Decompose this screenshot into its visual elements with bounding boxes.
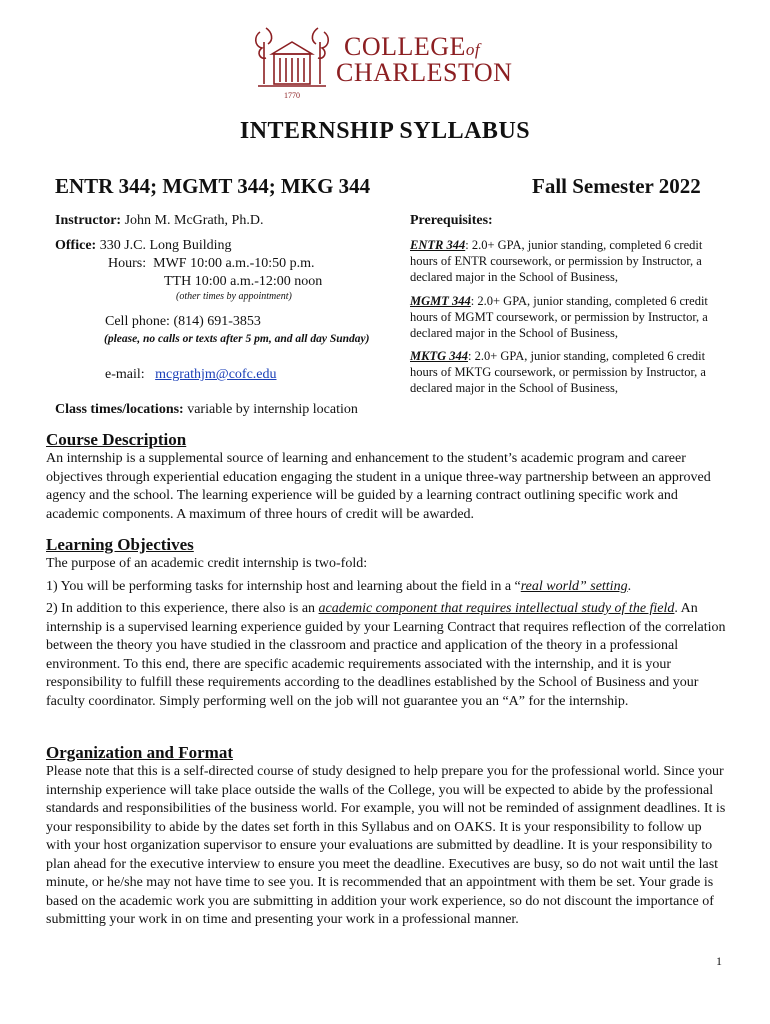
objective-1-end: . bbox=[627, 578, 632, 594]
cell-label: Cell phone: bbox=[105, 314, 170, 329]
prereq-mgmt-code: MGMT 344 bbox=[410, 294, 471, 308]
organization-body: Please note that this is a self-directed course of study designed to help prepare you for the professional world. Since your internship experience will take place outside the walls of the College, you will be expected to abide by the professional standards and responsibilities of the business world. For example, you will not be reminded of assignment deadlines. It is your responsibility to abide by the dates set forth in this Syllabus and on OAKS. It is your responsibility to follow up with your host organization supervisor to ensure your evaluations are submitted by deadline. It is your responsibility to plan ahead for the executive interview to ensure you meet the deadline. Executives are busy, so do not wait until the last minute, or he/she may not have time to see you. It is recommended that an appointment with them be set. Your grade is based on the academic work you are submitting in addition your work experience, so do not discount the importance of submitting your work in on time and presenting your work in a professional manner. bbox=[46, 764, 726, 927]
prereq-mktg-text: : 2.0+ GPA, junior standing, completed 6 credit hours of MKTG coursework, or permission by Instructor, a declared major in the School of Business, bbox=[410, 349, 706, 395]
objective-1-emphasis: real world” setting bbox=[520, 578, 628, 594]
objective-2-text: 2) In addition to this experience, there also is an bbox=[46, 601, 319, 616]
course-description-body: An internship is a supplemental source of learning and enhancement to the student’s academic program and career objectives through experiential education engaging the student in a unique three-way partnership between an approved agency and the school. The learning experience will be guided by a learning contract outlining specific work and academic components. A maximum of three hours of credit will be awarded. bbox=[46, 451, 711, 522]
prereq-entr-text: : 2.0+ GPA, junior standing, completed 6 credit hours of ENTR coursework, or permission by Instructor, a declared major in the School of Business, bbox=[410, 238, 703, 284]
email-label: e-mail: bbox=[105, 367, 145, 382]
page-number: 1 bbox=[716, 954, 722, 968]
logo-college-word: COLLEGE bbox=[344, 32, 466, 61]
learning-objective-2 bbox=[46, 600, 726, 711]
learning-objectives-section bbox=[46, 535, 726, 711]
learning-objectives-heading: Learning Objectives bbox=[46, 535, 194, 554]
semester: Fall Semester 2022 bbox=[532, 174, 701, 198]
office-location: 330 J.C. Long Building bbox=[99, 238, 232, 253]
email-line bbox=[105, 366, 277, 383]
organization-heading: Organization and Format bbox=[46, 743, 233, 762]
page-title: INTERNSHIP SYLLABUS bbox=[239, 118, 531, 144]
cell-note: (please, no calls or texts after 5 pm, and all day Sunday) bbox=[104, 333, 370, 345]
course-description-heading: Course Description bbox=[46, 430, 187, 449]
prereq-mgmt-text: : 2.0+ GPA, junior standing, completed 6 credit hours of MGMT coursework, or permission by Instructor, a declared major in the School of Business, bbox=[410, 294, 708, 340]
logo-of-word: of bbox=[465, 40, 481, 59]
course-codes: ENTR 344; MGMT 344; MKG 344 bbox=[55, 174, 371, 198]
objective-2-emphasis: academic component that requires intellectual study of the field bbox=[318, 601, 675, 616]
hours-line-1 bbox=[108, 255, 315, 272]
office-label: Office: bbox=[55, 238, 97, 253]
learning-objective-1 bbox=[46, 578, 726, 597]
prereq-entr-code: ENTR 344 bbox=[410, 238, 466, 252]
class-times-line bbox=[55, 401, 358, 418]
objective-2-body: . An internship is a supervised learning experience guided by your Learning Contract that requires reflection of the correlation between the theory you have studied in the classroom and practice and application of the theory in a professional environment. To this end, there are specific academic requirements associated with the internship, and it is your responsibility to fulfill these requirements according to the deadlines established by the School of Business and your faculty coordinator. Simply performing well on the job will not guarantee you an “A” for the internship. bbox=[46, 601, 726, 709]
hours-mwf: MWF 10:00 a.m.-10:50 p.m. bbox=[153, 256, 315, 271]
instructor-label: Instructor: bbox=[55, 213, 122, 228]
office-line bbox=[55, 237, 232, 254]
learning-objectives-intro: The purpose of an academic credit internship is two-fold: bbox=[46, 556, 368, 571]
class-times-value: variable by internship location bbox=[187, 402, 358, 417]
prereq-mktg bbox=[410, 348, 730, 396]
seal-year: 1770 bbox=[284, 91, 300, 100]
course-description-section bbox=[46, 430, 726, 524]
prerequisites-label: Prerequisites: bbox=[410, 213, 493, 228]
hours-label: Hours: bbox=[108, 256, 147, 271]
email-link[interactable]: mcgrathjm@cofc.edu bbox=[155, 367, 277, 382]
instructor-name: John M. McGrath, Ph.D. bbox=[124, 213, 264, 228]
prereq-mktg-code: MKTG 344 bbox=[410, 349, 468, 363]
cell-phone-line bbox=[105, 313, 261, 330]
organization-section bbox=[46, 743, 726, 930]
hours-tth: TTH 10:00 a.m.-12:00 noon bbox=[164, 274, 323, 289]
prereq-entr bbox=[410, 237, 730, 285]
instructor-line bbox=[55, 212, 263, 229]
hours-note: (other times by appointment) bbox=[176, 291, 292, 302]
college-logo bbox=[250, 22, 530, 102]
logo-charleston-word: CHARLESTON bbox=[336, 58, 513, 87]
prereq-mgmt bbox=[410, 293, 730, 341]
class-times-label: Class times/locations: bbox=[55, 402, 184, 417]
objective-1-text: 1) You will be performing tasks for internship host and learning about the field in a “ bbox=[46, 578, 521, 594]
cell-number: (814) 691-3853 bbox=[173, 314, 261, 329]
